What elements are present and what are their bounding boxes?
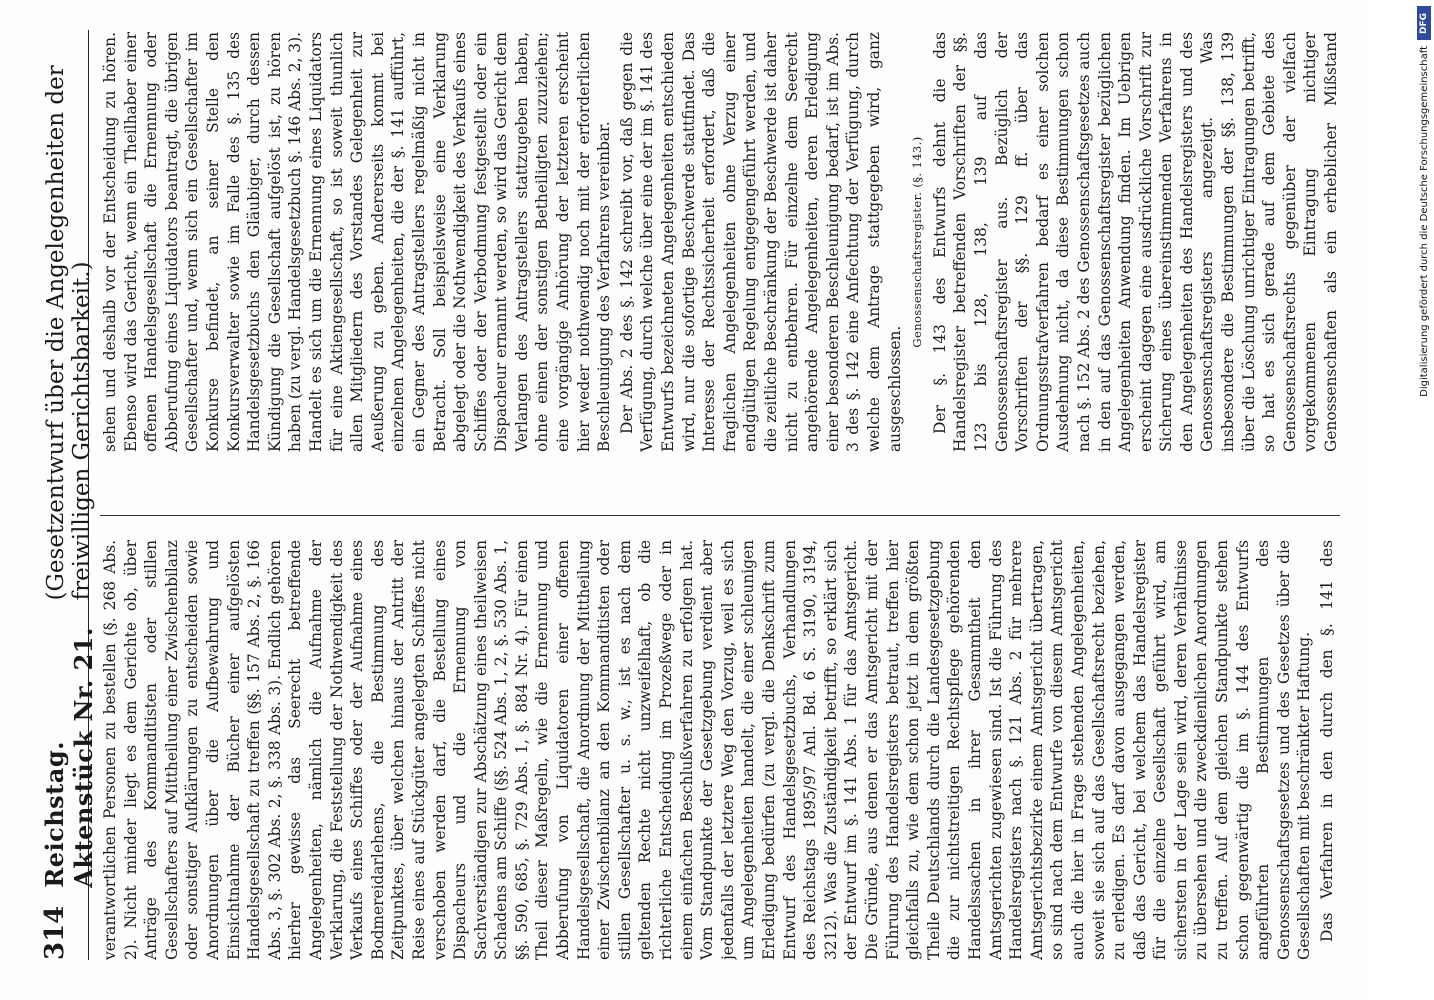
page-number: 314 xyxy=(40,905,70,960)
digitization-credit: Digitalisierung gefördert durch die Deutsche Forschungsgemeinschaft xyxy=(1418,46,1430,397)
dfg-logo-icon: DFG xyxy=(1417,6,1431,40)
header-right-title: (Gesetzentwurf über die Angelegenheiten der freiwilligen Gerichtsbarkeit.) xyxy=(43,65,95,601)
left-paragraph: Das Verfahren in den durch den §. 141 des xyxy=(1318,540,1337,942)
left-column xyxy=(100,540,1340,960)
section-heading-genossenschaftsregister: Genossenschaftsregister. (§. 143.) xyxy=(910,136,925,348)
page-header xyxy=(40,30,98,960)
digitization-notice xyxy=(1417,6,1431,996)
right-paragraph: Der §. 143 des Entwurfs dehnt die das Handelsregister betreffenden Vorschriften der §§. 123 bis 128, 138, 139 auf das Genossenschaftsregister aus. Bezüglich der Vorschriften der §§. 129 ff. über das Ordnungsstrafverfahren bedarf es einer solchen Ausdehnung nicht, da diese Bestimmungen schon nach §. 152 Abs. 2 des Genossenschaftsgesetzes auch in den auf das Genossenschaftsregister bezüglichen Angelegenheiten Anwendung finden. Im Uebrigen erscheint dagegen eine ausdrückliche Vorschrift zur Sicherung eines übereinstimmenden Verfahrens in den Angelegenheiten des Handelsregisters und des Genossenschaftsregisters angezeigt. Was insbesondere die Bestimmungen der §§. 138, 139 über die Löschung unrichtiger Eintragungen betrifft, so hat es sich gerade auf dem Gebiete des Genossenschaftsrechts gegenüber der vielfach vorgekommenen Eintragung nichtiger Genossenschaften als ein erheblicher Mißstand xyxy=(930,32,1340,452)
column-divider xyxy=(100,515,1340,516)
right-column xyxy=(100,32,1340,452)
right-paragraph: Der Abs. 2 des §. 142 schreibt vor, daß gegen die Verfügung, durch welche über eine der im §. 141 des Entwurfs bezeichneten Angelegenheiten entschieden wird, nur die sofortige Beschwerde stattfindet. Das Interesse der Rechtssicherheit erfordert, daß die fraglichen Angelegenheiten ohne Verzug einer endgültigen Regelung entgegengeführt werden, und die zeitliche Beschränkung der Beschwerde ist daher nicht zu entbehren. Für einzelne dem Seerecht angehörende Angelegenheiten, deren Erledigung einer besonderen Beschleunigung bedarf, ist im Abs. 3 des §. 142 eine Anfechtung der Verfügung, durch welche dem Antrage stattgegeben wird, ganz ausgeschlossen. xyxy=(617,32,904,452)
right-paragraph: sehen und deshalb vor der Entscheidung zu hören. Ebenso wird das Gericht, wenn ein Theilhaber einer offenen Handelsgesellschaft die Ernennung oder Abberufung eines Liquidators beantragt, die übrigen Gesellschafter und, wenn sich ein Gesellschafter im Konkurse befindet, an seiner Stelle den Konkursverwalter sowie im Falle des §. 135 des Handelsgesetzbuchs den Gläubiger, durch dessen Kündigung die Gesellschaft aufgelöst ist, zu hören haben (zu vergl. Handelsgesetzbuch §. 146 Abs. 2, 3). Handelt es sich um die Ernennung eines Liquidators für eine Aktiengesellschaft, so ist soweit thunlich allen Mitgliedern des Vorstandes Gelegenheit zur Aeußerung zu geben. Andererseits kommt bei einzelnen Angelegenheiten, die der §. 141 aufführt, ein Gegner des Antragstellers regelmäßig nicht in Betracht. Soll beispielsweise eine Verklarung abgelegt oder die Nothwendigkeit des Verkaufs eines Schiffes oder der Verbodmung festgestellt oder ein Dispacheur ernannt werden, so wird das Gericht dem Verlangen des Antragstellers stattzugeben haben, ohne einen der sonstigen Betheiligten zuzuziehen; eine vorgängige Anhörung der letzteren erscheint hier weder nothwendig noch mit der erforderlichen Beschleunigung des Verfahrens vereinbar. xyxy=(101,32,614,452)
left-paragraph: verantwortlichen Personen zu bestellen (§. 268 Abs. 2). Nicht minder liegt es dem Gerichte ob, über Anträge des Kommanditisten oder stillen Gesellschafters auf Mittheilung einer Zwischenbilanz oder sonstiger Aufklärungen zu entscheiden sowie Anordnungen über die Aufbewahrung und Einsichtnahme der Bücher einer aufgelösten Handelsgesellschaft zu treffen (§§. 157 Abs. 2, §. 166 Abs. 3, §. 302 Abs. 2, §. 338 Abs. 3). Endlich gehören hierher gewisse das Seerecht betreffende Angelegenheiten, nämlich die Aufnahme der Verklarung, die Feststellung der Nothwendigkeit des Verkaufs eines Schiffes oder der Aufnahme eines Bodmereidarlehens, die Bestimmung des Zeitpunktes, über welchen hinaus der Antritt der Reise eines auf Stückgüter angelegten Schiffes nicht verschoben werden darf, die Bestellung eines Dispacheurs und die Ernennung von Sachverständigen zur Abschätzung eines theilweisen Schadens am Schiffe (§§. 524 Abs. 1, 2, §. 530 Abs. 1, §§. 590, 685, §. 729 Abs. 1, §. 884 Nr. 4). Für einen Theil dieser Maßregeln, wie die Ernennung und Abberufung von Liquidatoren einer offenen Handelsgesellschaft, die Anordnung der Mittheilung einer Zwischenbilanz an den Kommanditisten oder stillen Gesellschafter u. s. w., ist es nach dem geltenden Rechte nicht unzweifelhaft, ob die richterliche Entscheidung im Prozeßwege oder in einem einfachen Beschlußverfahren zu erfolgen hat. Vom Standpunkte der Gesetzgebung verdient aber jedenfalls der letztere Weg den Vorzug, weil es sich um Angelegenheiten handelt, die einer schleunigen Erledigung bedürfen (zu vergl. die Denkschrift zum Entwurf des Handelsgesetzbuchs, Verhandlungen des Reichstags 1895/97 Anl. Bd. 6 S. 3190, 3194, 3212). Was die Zuständigkeit betrifft, so erklärt sich der Entwurf im §. 141 Abs. 1 für das Amtsgericht. Die Gründe, aus denen er das Amtsgericht mit der Führung des Handelsregisters betraut, treffen hier gleichfalls zu, wie dem schon jetzt in dem größten Theile Deutschlands durch die Landesgesetzgebung die zur nichtstreitigen Rechtspflege gehörenden Handelssachen in ihrer Gesammtheit den Amtsgerichten zugewiesen sind. Ist die Führung des Handelsregisters nach §. 121 Abs. 2 für mehrere Amtsgerichtsbezirke einem Amtsgericht übertragen, so sind nach dem Entwurfe von diesem Amtsgericht auch die hier in Frage stehenden Angelegenheiten, soweit sie sich auf das Gesellschaftsrecht beziehen, zu erledigen. Es darf davon ausgegangen werden, daß das Gericht, bei welchem das Handelsregister für die einzelne Gesellschaft geführt wird, am sichersten in der Lage sein wird, deren Verhältnisse zu übersehen und die zweckdienlichen Anordnungen zu treffen. Auf dem gleichen Standpunkte stehen schon gegenwärtig die im §. 144 des Entwurfs angeführten Bestimmungen des Genossenschaftsgesetzes und des Gesetzes über die Gesellschaften mit beschränkter Haftung. xyxy=(101,540,1314,960)
header-left-title: Reichstag. Aktenstück Nr. 21. xyxy=(40,627,98,888)
